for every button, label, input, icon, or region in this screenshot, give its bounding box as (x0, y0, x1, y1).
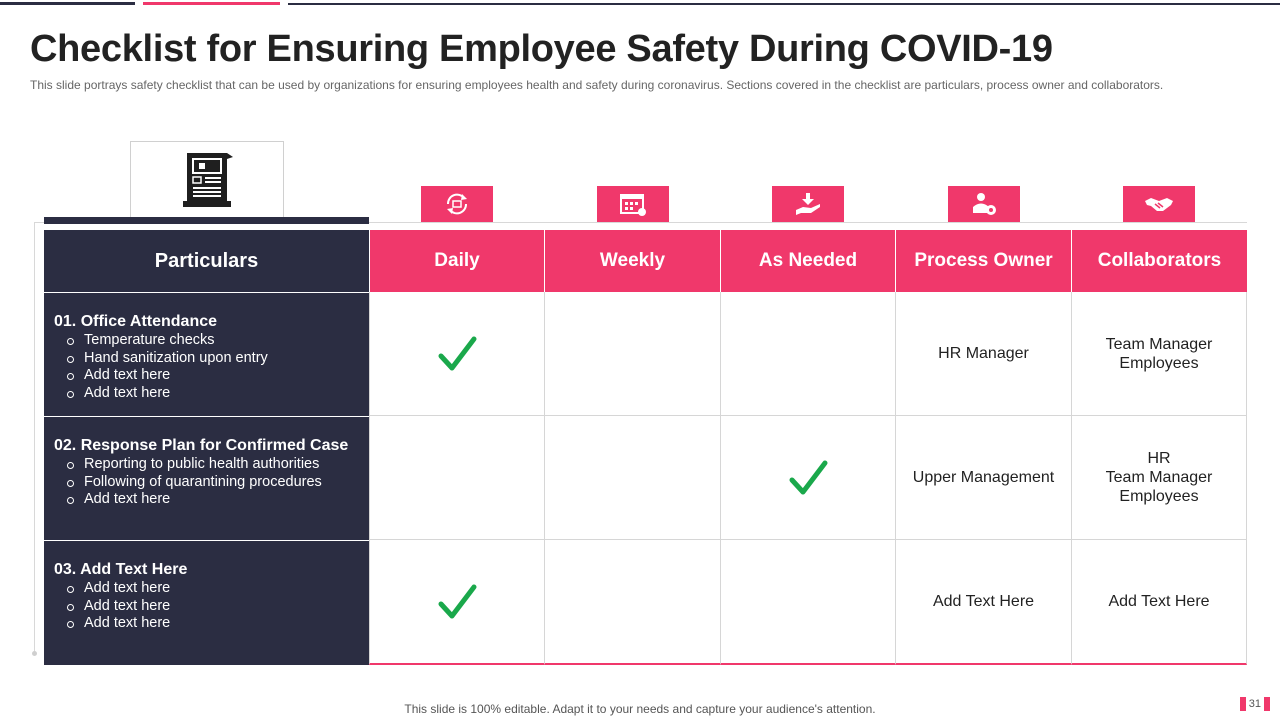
list-item: Add text here (84, 615, 359, 633)
column-header-particulars: Particulars (44, 230, 369, 292)
daily-icon-box (421, 186, 493, 222)
checklist-table (44, 230, 1247, 665)
collaborator-line: Team Manager (1105, 469, 1213, 486)
collaborator-line: Employees (1119, 488, 1199, 505)
weekly-cell (544, 540, 720, 665)
slide-subtitle: This slide portrays safety checklist that can be used by organizations for ensuring employees health and safety during coronavirus. Sections covered in the checklist are particulars, process owner and collaborators. (30, 78, 1164, 92)
list-item: Add text here (84, 598, 359, 616)
collaborators-cell (1071, 416, 1247, 540)
list-item: Hand sanitization upon entry (84, 350, 359, 368)
handshake-icon (1143, 191, 1175, 217)
frame-line-top-left (34, 222, 44, 223)
page-mark-right (1264, 697, 1270, 711)
column-header-as-needed: As Needed (720, 230, 895, 292)
footer-note: This slide is 100% editable. Adapt it to your needs and capture your audience's attention. (404, 702, 876, 716)
hand-download-icon (793, 191, 823, 217)
frame-line-left (34, 222, 35, 654)
particular-items (54, 580, 359, 633)
document-icon (179, 151, 235, 209)
column-header-process-owner: Process Owner (895, 230, 1071, 292)
header-top-line (369, 222, 1247, 223)
top-accent-bar-dark (0, 2, 135, 5)
checkmark-icon (437, 583, 477, 621)
recycle-icon (442, 191, 472, 217)
list-item: Add text here (84, 491, 359, 509)
list-item: Temperature checks (84, 332, 359, 350)
particular-items (54, 332, 359, 402)
list-item: Add text here (84, 580, 359, 598)
weekly-cell (544, 416, 720, 540)
as-needed-icon-box (772, 186, 844, 222)
process-owner-cell (895, 540, 1071, 665)
process-owner-cell (895, 292, 1071, 416)
particular-title: 02. Response Plan for Confirmed Case (54, 437, 349, 454)
weekly-icon-box (597, 186, 669, 222)
collaborators-cell (1071, 540, 1247, 665)
person-gear-icon (969, 191, 999, 217)
collaborator-line: Add Text Here (1108, 593, 1210, 610)
as-needed-cell (720, 416, 895, 540)
weekly-cell (544, 292, 720, 416)
particular-items (54, 456, 359, 509)
list-item: Reporting to public health authorities (84, 456, 359, 474)
top-accent-bar-pink (143, 2, 280, 5)
top-accent-line (288, 3, 1280, 5)
page-number (1240, 697, 1270, 711)
owner-line: Add Text Here (932, 593, 1035, 610)
checkmark-icon (788, 459, 828, 497)
particulars-cell (44, 292, 369, 416)
process-owner-icon-box (948, 186, 1020, 222)
particulars-top-bar (44, 217, 369, 224)
list-item: Following of quarantining procedures (84, 474, 359, 492)
particular-title: 01. Office Attendance (54, 313, 218, 330)
collaborator-line: HR (1147, 450, 1171, 467)
daily-cell (369, 540, 544, 665)
list-item: Add text here (84, 385, 359, 403)
column-header-daily: Daily (369, 230, 544, 292)
as-needed-cell (720, 540, 895, 665)
page-mark-left (1240, 697, 1246, 711)
owner-line: Upper Management (912, 469, 1055, 486)
column-header-weekly: Weekly (544, 230, 720, 292)
frame-dot (32, 651, 37, 656)
slide-title: Checklist for Ensuring Employee Safety During COVID-19 (30, 28, 1053, 70)
column-header-collaborators: Collaborators (1071, 230, 1247, 292)
document-icon-box (130, 141, 284, 218)
process-owner-cell (895, 416, 1071, 540)
as-needed-cell (720, 292, 895, 416)
collaborator-line: Team Manager (1105, 335, 1213, 353)
owner-line: HR Manager (938, 345, 1029, 362)
particulars-cell (44, 540, 369, 665)
particular-title: 03. Add Text Here (54, 561, 188, 578)
daily-cell (369, 416, 544, 540)
particulars-cell (44, 416, 369, 540)
list-item: Add text here (84, 367, 359, 385)
collaborators-icon-box (1123, 186, 1195, 222)
collaborators-cell (1071, 292, 1247, 416)
page-number-text: 31 (1248, 698, 1261, 710)
checkmark-icon (437, 335, 477, 373)
calendar-icon (618, 191, 648, 217)
daily-cell (369, 292, 544, 416)
collaborator-line: Employees (1119, 354, 1199, 372)
